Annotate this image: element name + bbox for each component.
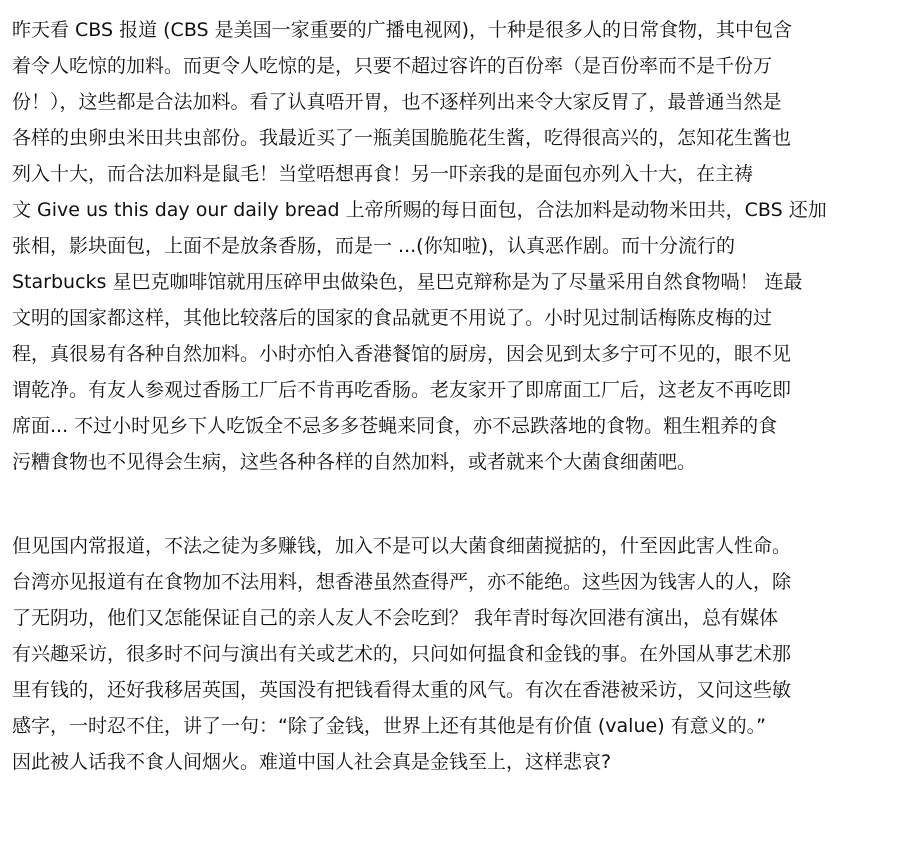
paragraph-1-line: Starbucks 星巴克咖啡馆就用压碎甲虫做染色，星巴克辩称是为了尽量采用自然食物喎！ 连最	[12, 271, 803, 293]
paragraph-1-line: 文明的国家都这样，其他比较落后的国家的食品就更不用说了。小时见过制话梅陈皮梅的过	[12, 307, 773, 329]
paragraph-2-line: 了无阴功，他们又怎能保证自己的亲人友人不会吃到？ 我年青时每次回港有演出，总有媒体	[12, 607, 779, 629]
paragraph-2-line: 里有钱的，还好我移居英国，英国没有把钱看得太重的风气。有次在香港被采访，又问这些敏	[12, 679, 792, 701]
paragraph-1-line: 着令人吃惊的加料。而更令人吃惊的是，只要不超过容许的百份率（是百份率而不是千份万	[12, 55, 773, 77]
paragraph-1-line: 份！），这些都是合法加料。看了认真唔开胃，也不逐样列出来令大家反胃了，最普通当然是	[12, 91, 782, 113]
paragraph-1-line: 污糟食物也不见得会生病，这些各种各样的自然加料，或者就来个大菌食细菌吧。	[12, 451, 697, 473]
paragraph-2-line: 感字，一时忍不住，讲了一句：“除了金钱，世界上还有其他是有价值 (value) 有意义的。”	[12, 715, 766, 737]
paragraph-1-line: 张相，影块面包，上面不是放条香肠，而是一 ...(你知啦)，认真恶作剧。而十分流行的	[12, 235, 735, 257]
paragraph-1-line: 谓乾净。有友人参观过香肠工厂后不肯再吃香肠。老友家开了即席面工厂后，这老友不再吃即	[12, 379, 792, 401]
paragraph-1-line: 程，真很易有各种自然加料。小时亦怕入香港餐馆的厨房，因会见到太多宁可不见的，眼不见	[12, 343, 792, 365]
paragraph-1-line: 文 Give us this day our daily bread 上帝所赐的每日面包，合法加料是动物米田共，CBS 还加	[12, 199, 827, 221]
paragraph-2-line: 因此被人话我不食人间烟火。难道中国人社会真是金钱至上，这样悲哀?	[12, 751, 612, 773]
paragraph-1-line: 昨天看 CBS 报道 (CBS 是美国一家重要的广播电视网)，十种是很多人的日常食物，其中包含	[12, 19, 793, 41]
paragraph-2-line: 有兴趣采访，很多时不问与演出有关或艺术的，只问如何揾食和金钱的事。在外国从事艺术那	[12, 643, 792, 665]
paragraph-1-line: 席面... 不过小时见乡下人吃饭全不忌多多苍蝇来同食，亦不忌跌落地的食物。粗生粗养的食	[12, 415, 778, 437]
paragraph-1-line: 列入十大，而合法加料是鼠毛！当堂唔想再食！另一吓亲我的是面包亦列入十大，在主祷	[12, 163, 754, 185]
paragraph-2-line: 但见国内常报道，不法之徒为多赚钱，加入不是可以大菌食细菌搅掂的，什至因此害人性命。	[12, 535, 792, 557]
paragraph-2-line: 台湾亦见报道有在食物加不法用料，想香港虽然查得严，亦不能绝。这些因为钱害人的人，除	[12, 571, 792, 593]
paragraph-1-line: 各样的虫卵虫米田共虫部份。我最近买了一瓶美国脆脆花生酱，吃得很高兴的，怎知花生酱也	[12, 127, 792, 149]
